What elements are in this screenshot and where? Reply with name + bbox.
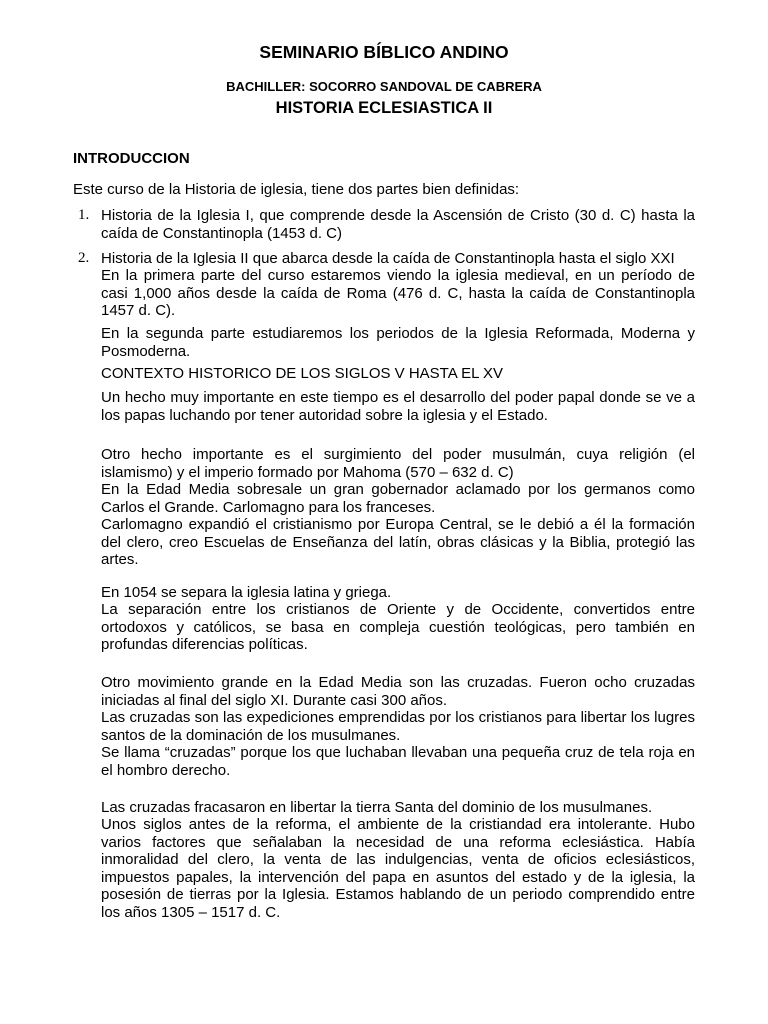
list-number: 2.	[78, 250, 90, 266]
subheading: CONTEXTO HISTORICO DE LOS SIGLOS V HASTA EL XV	[101, 365, 504, 382]
paragraph: Se llama “cruzadas” porque los que luchaban llevaban una pequeña cruz de tela roja en el hombro derecho.	[101, 744, 695, 779]
section-heading: INTRODUCCION	[73, 150, 190, 167]
intro-paragraph: Este curso de la Historia de iglesia, tiene dos partes bien definidas:	[73, 181, 520, 198]
paragraph: Unos siglos antes de la reforma, el ambiente de la cristiandad era intolerante. Hubo varios factores que señalaban la necesidad de una reforma eclesiástica. Había inmoralidad del clero, la venta de las indulgencias, venta de oficios eclesiásticos, impuestos papales, la intervención del papa en asuntos del estado y de la iglesia, la posesión de tierras por la Iglesia. Estamos hablando de un periodo comprendido entre los años 1305 – 1517 d. C.	[101, 816, 695, 921]
paragraph: Las cruzadas son las expediciones emprendidas por los cristianos para libertar los lugres santos de la dominación de los musulmanes.	[101, 709, 695, 744]
document-author: BACHILLER: SOCORRO SANDOVAL DE CABRERA	[226, 79, 542, 94]
paragraph: En la segunda parte estudiaremos los periodos de la Iglesia Reformada, Moderna y Posmoderna.	[101, 325, 695, 360]
paragraph: Carlomagno expandió el cristianismo por Europa Central, se le debió a él la formación del clero, creo Escuelas de Enseñanza del latín, obras clásicas y la Biblia, protegió las artes.	[101, 516, 695, 568]
list-number: 1.	[78, 207, 90, 223]
list-item: Historia de la Iglesia I, que comprende desde la Ascensión de Cristo (30 d. C) hasta la caída de Constantinopla (1453 d. C)	[101, 207, 695, 242]
paragraph: Un hecho muy importante en este tiempo es el desarrollo del poder papal donde se ve a los papas luchando por tener autoridad sobre la iglesia y el Estado.	[101, 389, 695, 424]
paragraph: En la Edad Media sobresale un gran gobernador aclamado por los germanos como Carlos el Grande. Carlomagno para los franceses.	[101, 481, 695, 516]
document-title: SEMINARIO BÍBLICO ANDINO	[259, 42, 509, 62]
course-title: HISTORIA ECLESIASTICA II	[275, 99, 493, 117]
paragraph: En la primera parte del curso estaremos viendo la iglesia medieval, en un período de casi 1,000 años desde la caída de Roma (476 d. C, hasta la caída de Constantinopla 1457 d. C).	[101, 267, 695, 319]
paragraph: En 1054 se separa la iglesia latina y griega.	[101, 584, 392, 601]
paragraph: Otro movimiento grande en la Edad Media son las cruzadas. Fueron ocho cruzadas iniciadas al final del siglo XI. Durante casi 300 años.	[101, 674, 695, 709]
paragraph: Las cruzadas fracasaron en libertar la tierra Santa del dominio de los musulmanes.	[101, 799, 653, 816]
list-item: Historia de la Iglesia II que abarca desde la caída de Constantinopla hasta el siglo XXI	[101, 250, 675, 267]
paragraph: La separación entre los cristianos de Oriente y de Occidente, convertidos entre ortodoxos y católicos, se basa en compleja cuestión teológicas, pero también en profundas diferencias políticas.	[101, 601, 695, 653]
paragraph: Otro hecho importante es el surgimiento del poder musulmán, cuya religión (el islamismo) y el imperio formado por Mahoma (570 – 632 d. C)	[101, 446, 695, 481]
